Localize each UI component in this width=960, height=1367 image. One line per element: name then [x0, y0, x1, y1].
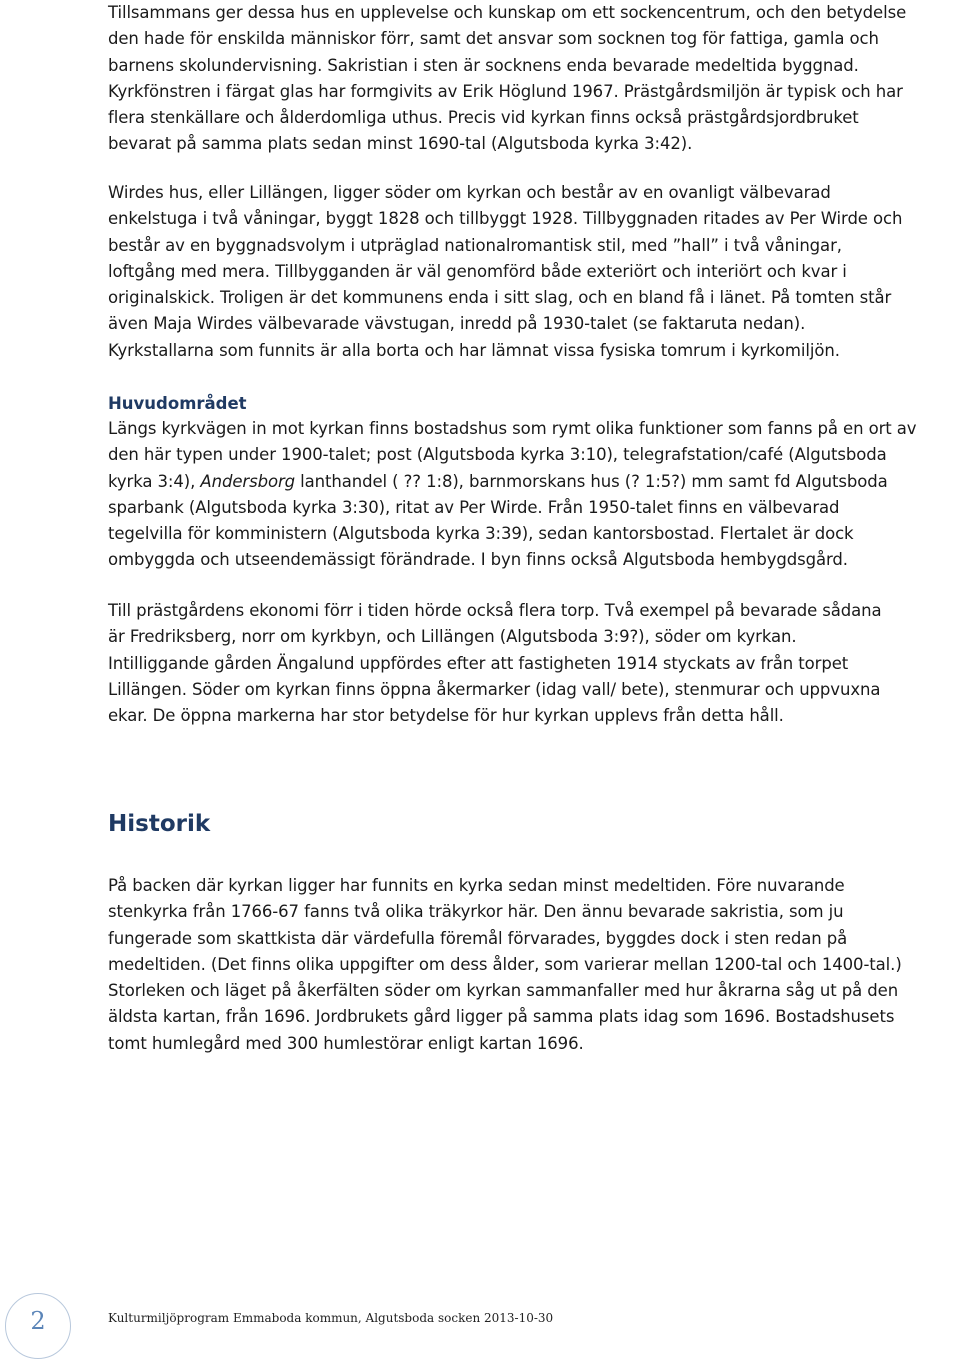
- text-line: tomt humlegård med 300 humlestörar enligt kartan 1696.: [108, 1033, 584, 1053]
- text-line: medeltiden. (Det finns olika uppgifter om dess ålder, som varierar mellan 1200-tal och 1400-tal.): [108, 954, 902, 974]
- text-line: Lillängen. Söder om kyrkan finns öppna åkermarker (idag vall/ bete), stenmurar och uppvuxna: [108, 679, 881, 699]
- text-line: Tillsammans ger dessa hus en upplevelse och kunskap om ett sockencentrum, och den betydelse: [108, 3, 907, 22]
- text-line: ombyggda och utseendemässigt förändrade. I byn finns också Algutsboda hembygdsgård.: [108, 550, 848, 570]
- text-line: flera stenkällare och ålderdomliga uthus. Precis vid kyrkan finns också prästgårdsjordbruket: [108, 108, 859, 128]
- text-line: [108, 472, 888, 491]
- text-line: Intilliggande gården Ängalund uppfördes efter att fastigheten 1914 styckats av från torpet: [108, 653, 849, 673]
- paragraph-huvudomradet: [108, 416, 916, 574]
- text-line: bevarat på samma plats sedan minst 1690-tal (Algutsboda kyrka 3:42).: [108, 134, 693, 154]
- text-line: På backen där kyrkan ligger har funnits en kyrka sedan minst medeltiden. Före nuvarande: [108, 876, 845, 895]
- text-line: äldsta kartan, från 1696. Jordbrukets gård ligger på samma plats idag som 1696. Bostadshusets: [108, 1007, 895, 1027]
- text-line: sparbank (Algutsboda kyrka 3:30), ritat av Per Wirde. Från 1950-talet finns en välbevarad: [108, 497, 840, 517]
- text-line: Längs kyrkvägen in mot kyrkan finns bostadshus som rymt olika funktioner som fanns på en ort av: [108, 419, 917, 438]
- paragraph-wirdes-hus: [108, 180, 902, 364]
- text-line: är Fredriksberg, norr om kyrkbyn, och Lillängen (Algutsboda 3:9?), söder om kyrkan.: [108, 627, 797, 647]
- text-line: även Maja Wirdes välbevarade vävstugan, inredd på 1930-talet (se faktaruta nedan).: [108, 314, 806, 334]
- text-fragment: kyrka 3:4),: [108, 471, 201, 491]
- paragraph-intro: [108, 0, 906, 158]
- section-heading-historik: Historik: [108, 811, 211, 837]
- text-line: stenkyrka från 1766-67 fanns två olika träkyrkor här. Den ännu bevarade sakristia, som ju: [108, 902, 844, 922]
- paragraph-torp: [108, 598, 882, 729]
- italic-name-andersborg: Andersborg: [200, 471, 295, 491]
- text-line: den här typen under 1900-talet; post (Algutsboda kyrka 3:10), telegrafstation/café (Algutsboda: [108, 445, 887, 465]
- text-fragment: lanthandel ( ?? 1:8), barnmorskans hus (? 1:5?) mm samt fd Algutsboda: [295, 471, 888, 491]
- paragraph-historik: [108, 873, 902, 1057]
- text-line: fungerade som skattkista där värdefulla föremål förvarades, byggdes dock i sten redan på: [108, 928, 848, 948]
- text-line: Till prästgårdens ekonomi förr i tiden hörde också flera torp. Två exempel på bevarade sådana: [108, 601, 882, 620]
- text-line: ekar. De öppna markerna har stor betydelse för hur kyrkan upplevs från detta håll.: [108, 706, 784, 726]
- text-line: består av en byggnadsvolym i utpräglad nationalromantisk stil, med ”hall” i två våningar,: [108, 235, 842, 255]
- text-line: Wirdes hus, eller Lillängen, ligger söder om kyrkan och består av en ovanligt välbevarad: [108, 183, 831, 202]
- text-line: Kyrkfönstren i färgat glas har formgivits av Erik Höglund 1967. Prästgårdsmiljön är typisk och har: [108, 81, 903, 101]
- page-number: 2: [30, 1307, 46, 1335]
- text-line: barnens skolundervisning. Sakristian i sten är socknens enda bevarade medeltida byggnad.: [108, 55, 859, 75]
- text-line: originalskick. Troligen är det kommunens enda i sitt slag, och en bland få i länet. På tomten står: [108, 288, 892, 308]
- text-line: tegelvilla för komministern (Algutsboda kyrka 3:39), sedan kantorsbostad. Flertalet är dock: [108, 524, 854, 544]
- footer-text: Kulturmiljöprogram Emmaboda kommun, Algutsboda socken 2013-10-30: [108, 1311, 554, 1325]
- text-line: Storleken och läget på åkerfälten söder om kyrkan sammanfaller med hur åkrarna såg ut på den: [108, 981, 899, 1001]
- text-line: enkelstuga i två våningar, byggt 1828 och tillbyggt 1928. Tillbyggnaden ritades av Per Wirde och: [108, 209, 903, 229]
- text-line: loftgång med mera. Tillbygganden är väl genomförd både exteriört och interiört och kvar i: [108, 261, 847, 281]
- text-line: den hade för enskilda människor förr, samt det ansvar som socknen tog för fattiga, gamla och: [108, 29, 879, 49]
- section-heading-huvudomradet: Huvudområdet: [108, 394, 247, 413]
- text-line: Kyrkstallarna som funnits är alla borta och har lämnat vissa fysiska tomrum i kyrkomiljön.: [108, 340, 840, 360]
